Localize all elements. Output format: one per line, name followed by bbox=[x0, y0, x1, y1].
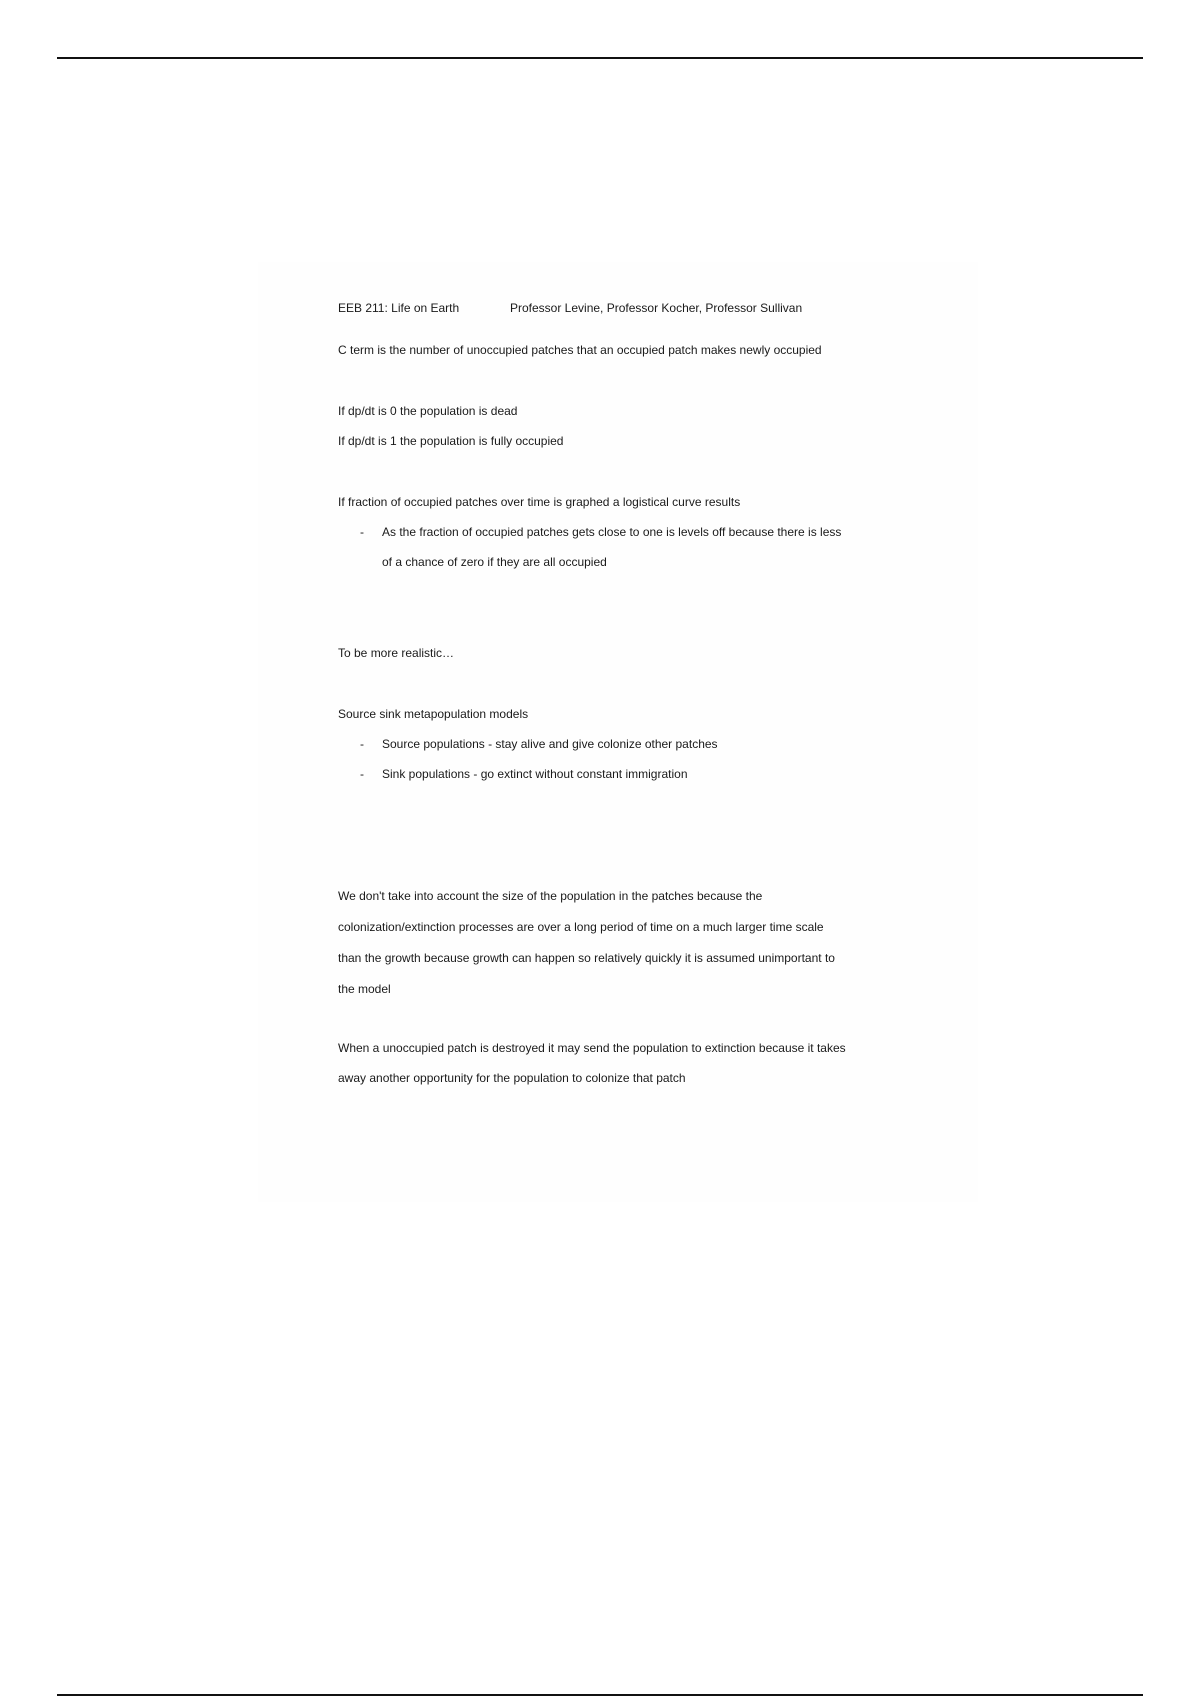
professors-line: Professor Levine, Professor Kocher, Professor Sullivan bbox=[510, 301, 803, 315]
bullet-fraction-line-1: As the fraction of occupied patches gets close to one is levels off because there is less bbox=[382, 525, 842, 539]
bullet-source: Source populations - stay alive and give colonize other patches bbox=[382, 737, 718, 751]
bullet-fraction-line-2: of a chance of zero if they are all occupied bbox=[382, 555, 607, 569]
bullet-dash: - bbox=[360, 767, 364, 781]
paragraph-population-size-line-2: colonization/extinction processes are over a long period of time on a much larger time scale bbox=[338, 920, 824, 934]
paragraph-fraction-graph: If fraction of occupied patches over time is graphed a logistical curve results bbox=[338, 495, 741, 509]
bullet-dash: - bbox=[360, 525, 364, 539]
paragraph-destroyed-line-1: When a unoccupied patch is destroyed it may send the population to extinction because it takes bbox=[338, 1041, 846, 1055]
paragraph-more-realistic: To be more realistic… bbox=[338, 646, 455, 660]
paragraph-destroyed-line-2: away another opportunity for the population to colonize that patch bbox=[338, 1071, 686, 1085]
paragraph-population-size-line-4: the model bbox=[338, 982, 391, 996]
bullet-dash: - bbox=[360, 737, 364, 751]
paragraph-dpdt-one: If dp/dt is 1 the population is fully occupied bbox=[338, 434, 564, 448]
bottom-rule bbox=[57, 1694, 1143, 1696]
bullet-sink: Sink populations - go extinct without constant immigration bbox=[382, 767, 688, 781]
paragraph-dpdt-zero: If dp/dt is 0 the population is dead bbox=[338, 404, 518, 418]
paragraph-population-size-line-1: We don't take into account the size of the population in the patches because the bbox=[338, 889, 763, 903]
paragraph-population-size-line-3: than the growth because growth can happen so relatively quickly it is assumed unimportant to bbox=[338, 951, 835, 965]
paragraph-source-sink: Source sink metapopulation models bbox=[338, 707, 529, 721]
course-title: EEB 211: Life on Earth bbox=[338, 301, 460, 315]
document-page bbox=[258, 262, 978, 1202]
paragraph-c-term: C term is the number of unoccupied patches that an occupied patch makes newly occupied bbox=[338, 343, 822, 357]
top-rule bbox=[57, 57, 1143, 59]
